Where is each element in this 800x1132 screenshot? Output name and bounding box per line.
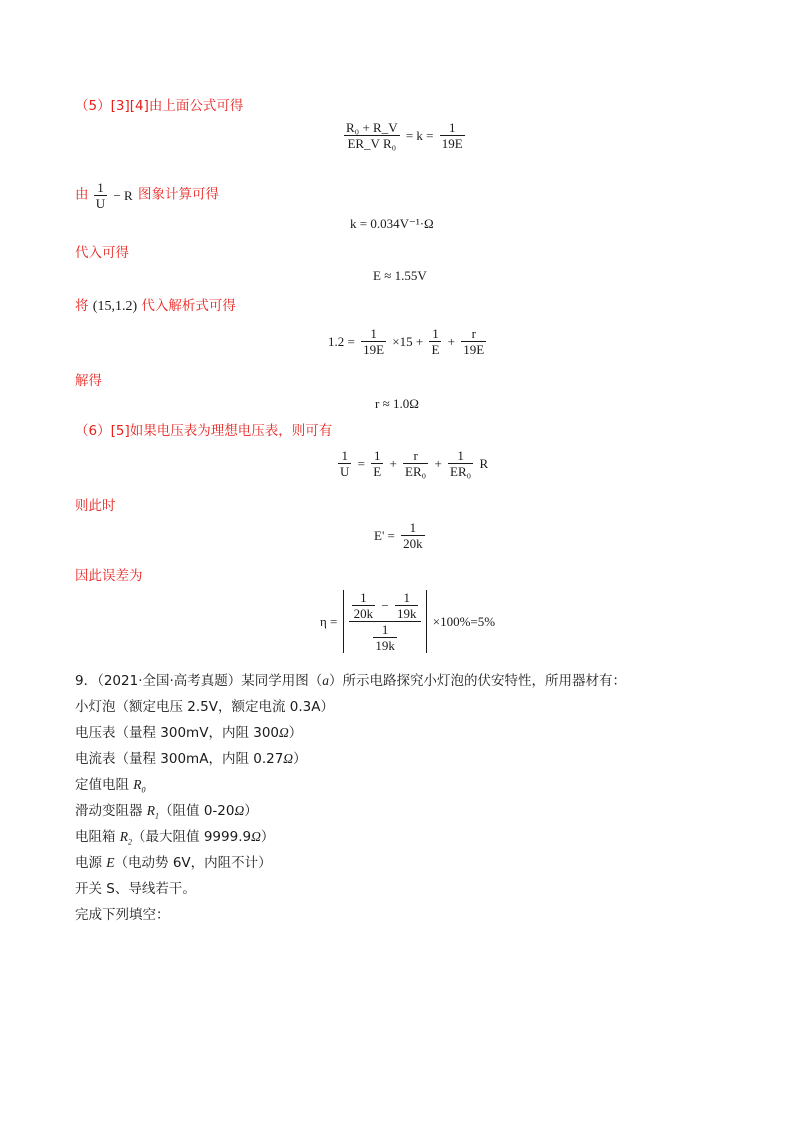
numerator: 1 <box>341 448 348 463</box>
denominator: ER₀ <box>450 464 472 479</box>
operator: + <box>434 455 442 471</box>
variable: E <box>106 855 115 870</box>
text: （最大阻值 9999.9 <box>132 829 252 845</box>
question-9 <box>75 671 626 691</box>
absolute-value <box>343 590 428 653</box>
item-line <box>75 749 307 769</box>
text: ） <box>244 803 258 819</box>
text-line: 因此误差为 <box>75 568 143 584</box>
variable: R <box>146 803 156 818</box>
text: ） <box>288 725 303 741</box>
denominator: E <box>373 464 382 479</box>
text: 代入解析式可得 <box>141 298 236 314</box>
denominator: ER₀ <box>405 464 427 479</box>
numerator: 1 <box>432 326 439 341</box>
text: （阻值 0-20 <box>159 803 235 819</box>
omega-symbol: Ω <box>279 725 289 740</box>
text-line: （6）[5]如果电压表为理想电压表，则可有 <box>75 423 333 439</box>
text: ） <box>293 751 307 767</box>
text: 图象计算可得 <box>137 186 219 203</box>
equation-4 <box>326 326 487 357</box>
text: 滑动变阻器 <box>75 803 147 819</box>
numerator: 1 <box>370 326 377 341</box>
text: 电源 <box>75 855 107 871</box>
item-line <box>75 775 146 801</box>
numerator: r <box>413 448 418 463</box>
subscript: 1 <box>155 811 160 821</box>
variable: R <box>133 777 142 792</box>
item-line: 开关 S、导线若干。 <box>75 881 196 897</box>
operator: = k = <box>405 127 434 143</box>
inline-equation <box>93 180 138 211</box>
fraction <box>440 120 465 151</box>
equation-2: k = 0.034V⁻¹·Ω <box>350 216 434 231</box>
omega-symbol: Ω <box>251 829 261 844</box>
text-line <box>75 180 219 211</box>
denominator: 20k <box>403 536 423 551</box>
operator: − <box>381 597 389 613</box>
operator: R <box>479 455 489 471</box>
equation-8 <box>318 590 497 653</box>
item-line <box>75 827 274 853</box>
item-line <box>75 853 272 873</box>
text-line: 代入可得 <box>75 245 129 261</box>
denominator: U <box>340 464 350 479</box>
item-line: 完成下列填空： <box>75 907 170 923</box>
text: 将 <box>75 298 89 314</box>
operator: − R <box>113 187 133 203</box>
text: a <box>322 673 330 688</box>
equation-7 <box>372 520 426 551</box>
equation-3: E ≈ 1.55V <box>373 268 427 283</box>
numerator: 1 <box>97 180 104 195</box>
numerator: r <box>471 326 476 341</box>
equation-5: r ≈ 1.0Ω <box>375 396 419 411</box>
subscript: 0 <box>141 785 146 795</box>
operator: ×15 + <box>392 333 424 349</box>
numerator: 1 <box>403 590 410 605</box>
text-line: 则此时 <box>75 498 116 514</box>
operator: E' = <box>374 527 395 543</box>
denominator: 19E <box>441 136 463 151</box>
item-line: 小灯泡（额定电压 2.5V，额定电流 0.3A） <box>75 699 334 715</box>
numerator: 1 <box>409 520 417 535</box>
text: ）所示电路探究小灯泡的伏安特性，所用器材有： <box>329 673 627 689</box>
denominator: E <box>431 342 440 357</box>
denominator: 19k <box>396 606 417 621</box>
operator: + <box>447 333 456 349</box>
variable: R <box>119 829 129 844</box>
text: 电压表（量程 300mV，内阻 300 <box>75 725 280 741</box>
text: （电动势 6V，内阻不计） <box>114 855 272 871</box>
text: ） <box>260 829 275 845</box>
operator: η = <box>320 613 338 629</box>
text: 定值电阻 <box>75 777 134 793</box>
denominator: 19k <box>375 638 395 653</box>
operator: ×100%=5% <box>432 613 496 629</box>
text: 电阻箱 <box>75 829 120 845</box>
item-line <box>75 723 302 743</box>
denominator: 20k <box>353 606 374 621</box>
text: 电流表（量程 300mA，内阻 0.27 <box>75 751 284 767</box>
denominator: ER_V R₀ <box>344 135 400 151</box>
denominator: U <box>95 196 106 211</box>
text-line: （5）[3][4]由上面公式可得 <box>75 98 244 114</box>
denominator: 19E <box>363 342 385 357</box>
big-fraction <box>349 590 422 653</box>
text: 9．（2021·全国·高考真题）某同学用图（ <box>75 673 323 689</box>
inline-equation: (15,1.2) <box>92 299 138 314</box>
operator: 1.2 = <box>328 333 355 349</box>
subscript: 2 <box>128 837 133 847</box>
numerator: 1 <box>457 448 464 463</box>
equation-6 <box>337 448 490 479</box>
text-line: 解得 <box>75 373 102 389</box>
numerator: 1 <box>373 448 381 463</box>
equation-1 <box>343 120 466 151</box>
numerator: 1 <box>360 590 367 605</box>
text: 由 <box>75 186 89 203</box>
numerator: R₀ + R_V <box>346 120 398 135</box>
fraction <box>344 120 400 151</box>
item-line <box>75 801 258 827</box>
omega-symbol: Ω <box>234 803 245 818</box>
numerator: 1 <box>448 120 456 135</box>
text-line <box>75 296 236 317</box>
numerator: 1 <box>381 622 389 637</box>
operator: = <box>357 455 365 471</box>
omega-symbol: Ω <box>283 751 294 766</box>
operator: + <box>389 455 397 471</box>
denominator: 19E <box>463 342 485 357</box>
